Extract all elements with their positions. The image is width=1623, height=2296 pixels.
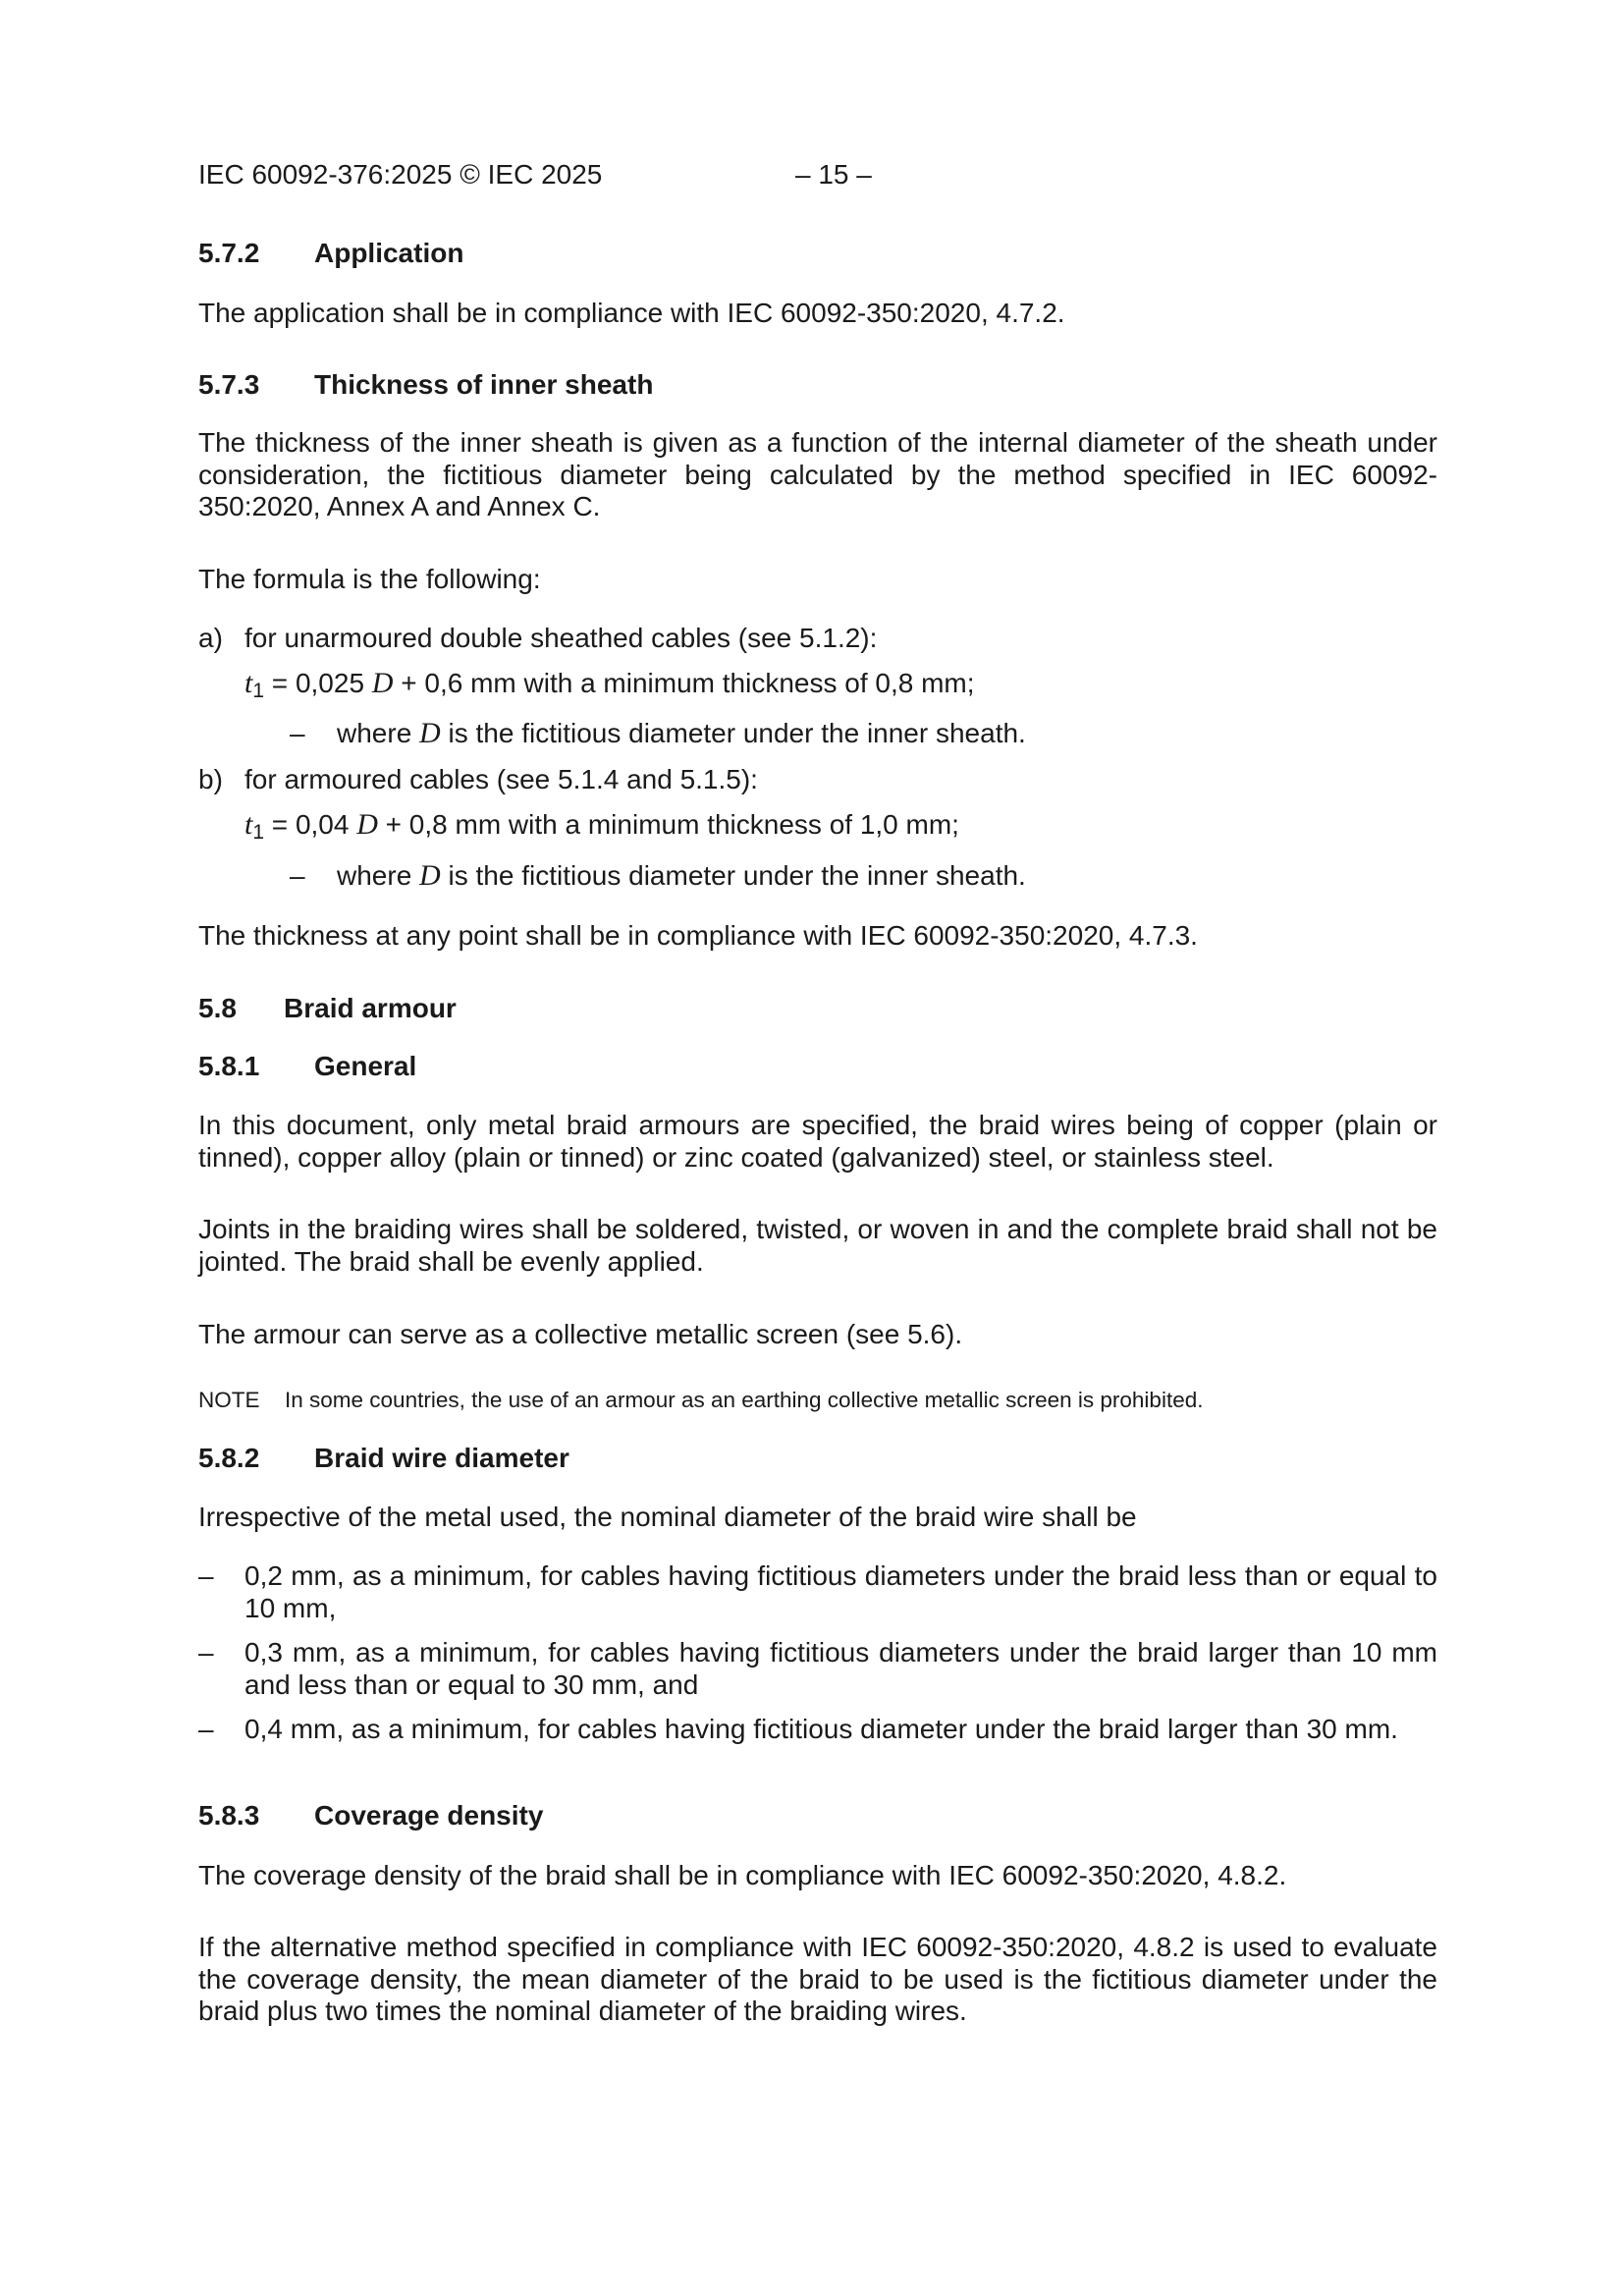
paragraph: The coverage density of the braid shall be in compliance with IEC 60092-350:2020, 4.8.2. xyxy=(198,1860,1287,1890)
where-text: is the fictitious diameter under the inner sheath. xyxy=(440,718,1026,748)
paragraph: The thickness at any point shall be in compliance with IEC 60092-350:2020, 4.7.3. xyxy=(198,920,1198,951)
list-item xyxy=(198,1560,1437,1624)
paragraph: The formula is the following: xyxy=(198,564,541,594)
formula-subscript: 1 xyxy=(252,821,265,844)
variable-D: D xyxy=(419,717,441,749)
note xyxy=(198,1387,1437,1414)
section-number: 5.8.1 xyxy=(198,1051,260,1081)
list-item-a xyxy=(198,623,1437,655)
section-number: 5.7.3 xyxy=(198,369,260,400)
list-item-text: 0,4 mm, as a minimum, for cables having fictitious diameter under the braid larger than 30 mm. xyxy=(244,1714,1398,1744)
heading-5-8-2 xyxy=(198,1442,569,1475)
variable-D: D xyxy=(419,859,441,892)
formula-variable-D: D xyxy=(371,667,394,699)
list-item xyxy=(198,1714,1437,1746)
section-title: Braid wire diameter xyxy=(314,1443,569,1473)
paragraph: In this document, only metal braid armours are specified, the braid wires being of copper (plain or tinned), copper alloy (plain or tinned) or zinc coated (galvanized) steel, or stainless steel. xyxy=(198,1110,1437,1173)
section-number: 5.8.2 xyxy=(198,1443,260,1473)
where-text: is the fictitious diameter under the inner sheath. xyxy=(440,860,1026,891)
formula-variable: t xyxy=(244,808,253,841)
paragraph: Irrespective of the metal used, the nominal diameter of the braid wire shall be xyxy=(198,1502,1137,1532)
formula-text: = 0,04 xyxy=(264,809,357,840)
where-text: where xyxy=(337,718,420,748)
section-title: General xyxy=(314,1051,417,1081)
paragraph: If the alternative method specified in compliance with IEC 60092-350:2020, 4.8.2 is used to evaluate the coverage density, the mean diameter of the braid to be used is the fictitious diameter under the braid plus two times the nominal diameter of the braiding wires. xyxy=(198,1932,1437,2026)
sub-list-item xyxy=(290,859,1026,893)
list-item-text: 0,3 mm, as a minimum, for cables having fictitious diameters under the braid larger than 10 mm and less than or equal to 30 mm, and xyxy=(244,1637,1437,1700)
paragraph: The armour can serve as a collective metallic screen (see 5.6). xyxy=(198,1319,963,1349)
header-standard-ref: IEC 60092-376:2025 © IEC 2025 xyxy=(198,159,603,190)
dash-marker: – xyxy=(290,718,305,748)
heading-5-7-3 xyxy=(198,368,653,402)
list-marker: a) xyxy=(198,623,223,653)
dash-marker: – xyxy=(198,1714,214,1744)
formula-variable: t xyxy=(244,667,253,699)
section-title: Application xyxy=(314,238,464,268)
list-item-text: 0,2 mm, as a minimum, for cables having fictitious diameters under the braid less than or equal to 10 mm, xyxy=(244,1560,1437,1623)
formula-subscript: 1 xyxy=(252,680,265,702)
sub-list-item xyxy=(290,717,1026,750)
dash-marker: – xyxy=(198,1560,214,1591)
formula-a xyxy=(244,667,975,708)
section-title: Thickness of inner sheath xyxy=(314,369,654,400)
formula-b xyxy=(244,808,959,849)
paragraph: Joints in the braiding wires shall be soldered, twisted, or woven in and the complete braid shall not be jointed. The braid shall be evenly applied. xyxy=(198,1214,1437,1277)
dash-marker: – xyxy=(198,1637,214,1667)
heading-5-8-1 xyxy=(198,1050,416,1083)
heading-5-8 xyxy=(198,992,457,1025)
page-number: – 15 – xyxy=(795,159,872,190)
note-label: NOTE xyxy=(198,1388,260,1412)
formula-text: + 0,6 mm with a minimum thickness of 0,8 mm; xyxy=(393,668,975,698)
list-item-text: for unarmoured double sheathed cables (see 5.1.2): xyxy=(244,623,878,653)
section-number: 5.7.2 xyxy=(198,238,260,268)
section-title: Braid armour xyxy=(284,993,457,1023)
formula-text: + 0,8 mm with a minimum thickness of 1,0 mm; xyxy=(377,809,959,840)
heading-5-8-3 xyxy=(198,1799,543,1832)
dash-marker: – xyxy=(290,860,305,891)
list-marker: b) xyxy=(198,764,223,794)
section-number: 5.8.3 xyxy=(198,1800,260,1831)
list-item-text: for armoured cables (see 5.1.4 and 5.1.5): xyxy=(244,764,758,794)
section-title: Coverage density xyxy=(314,1800,544,1831)
formula-variable-D: D xyxy=(356,808,378,841)
note-text: In some countries, the use of an armour as an earthing collective metallic screen is prohibited. xyxy=(285,1388,1204,1412)
formula-text: = 0,025 xyxy=(264,668,372,698)
list-item xyxy=(198,1637,1437,1701)
list-item-b xyxy=(198,764,1437,796)
paragraph: The thickness of the inner sheath is given as a function of the internal diameter of the sheath under consideration, the fictitious diameter being calculated by the method specified in IEC 60092-350:2020, Annex A and Annex C. xyxy=(198,427,1437,521)
paragraph: The application shall be in compliance with IEC 60092-350:2020, 4.7.2. xyxy=(198,298,1065,328)
where-text: where xyxy=(337,860,420,891)
heading-5-7-2 xyxy=(198,237,463,270)
section-number: 5.8 xyxy=(198,993,237,1023)
